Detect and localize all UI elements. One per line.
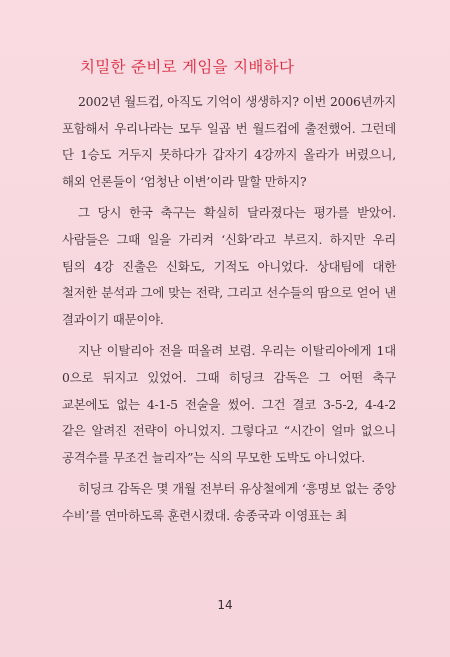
section-heading: 치밀한 준비로 게임을 지배하다	[80, 58, 295, 76]
page-number: 14	[217, 598, 233, 612]
paragraph-4: 히딩크 감독은 몇 개월 전부터 유상철에게 ‘흥명보 없는 중앙 수비’를 연마하도록 훈련시켰대. 송종국과 이영표는 최	[62, 481, 396, 523]
paragraph-3: 지난 이탈리아 전을 떠올려 보렴. 우리는 이탈리아에게 1대 0으로 뒤지고 있었어. 그때 히딩크 감독은 그 어떤 축구 교본에도 없는 4-1-5 전술을 썼어. 그건 결코 3-5-2, 4-4-2 같은 알려진 전략이 아니었지. 그렇다고 “시간이 얼마 없으니 공격수를 무조건 늘리자”는 식의 무모한 도박도 아니었다.	[62, 343, 396, 465]
paragraph-1: 2002년 월드컵, 아직도 기억이 생생하지? 이번 2006년까지 포함해서 우리나라는 모두 일곱 번 월드컵에 출전했어. 그런데 단 1승도 거두지 못하다가 갑자기 4강까지 올라가 버렸으니, 해외 언론들이 ‘엄청난 이변’이라 말할 만하지?	[62, 94, 396, 189]
paragraph-2: 그 당시 한국 축구는 확실히 달라졌다는 평가를 받았어. 사람들은 그때 일을 가리켜 ‘신화’라고 부르지. 하지만 우리 팀의 4강 진출은 신화도, 기적도 아니었다. 상대팀에 대한 철저한 분석과 그에 맞는 전략, 그리고 선수들의 땀으로 얻어 낸 결과이기 때문이야.	[62, 205, 396, 327]
body-text	[62, 89, 396, 535]
